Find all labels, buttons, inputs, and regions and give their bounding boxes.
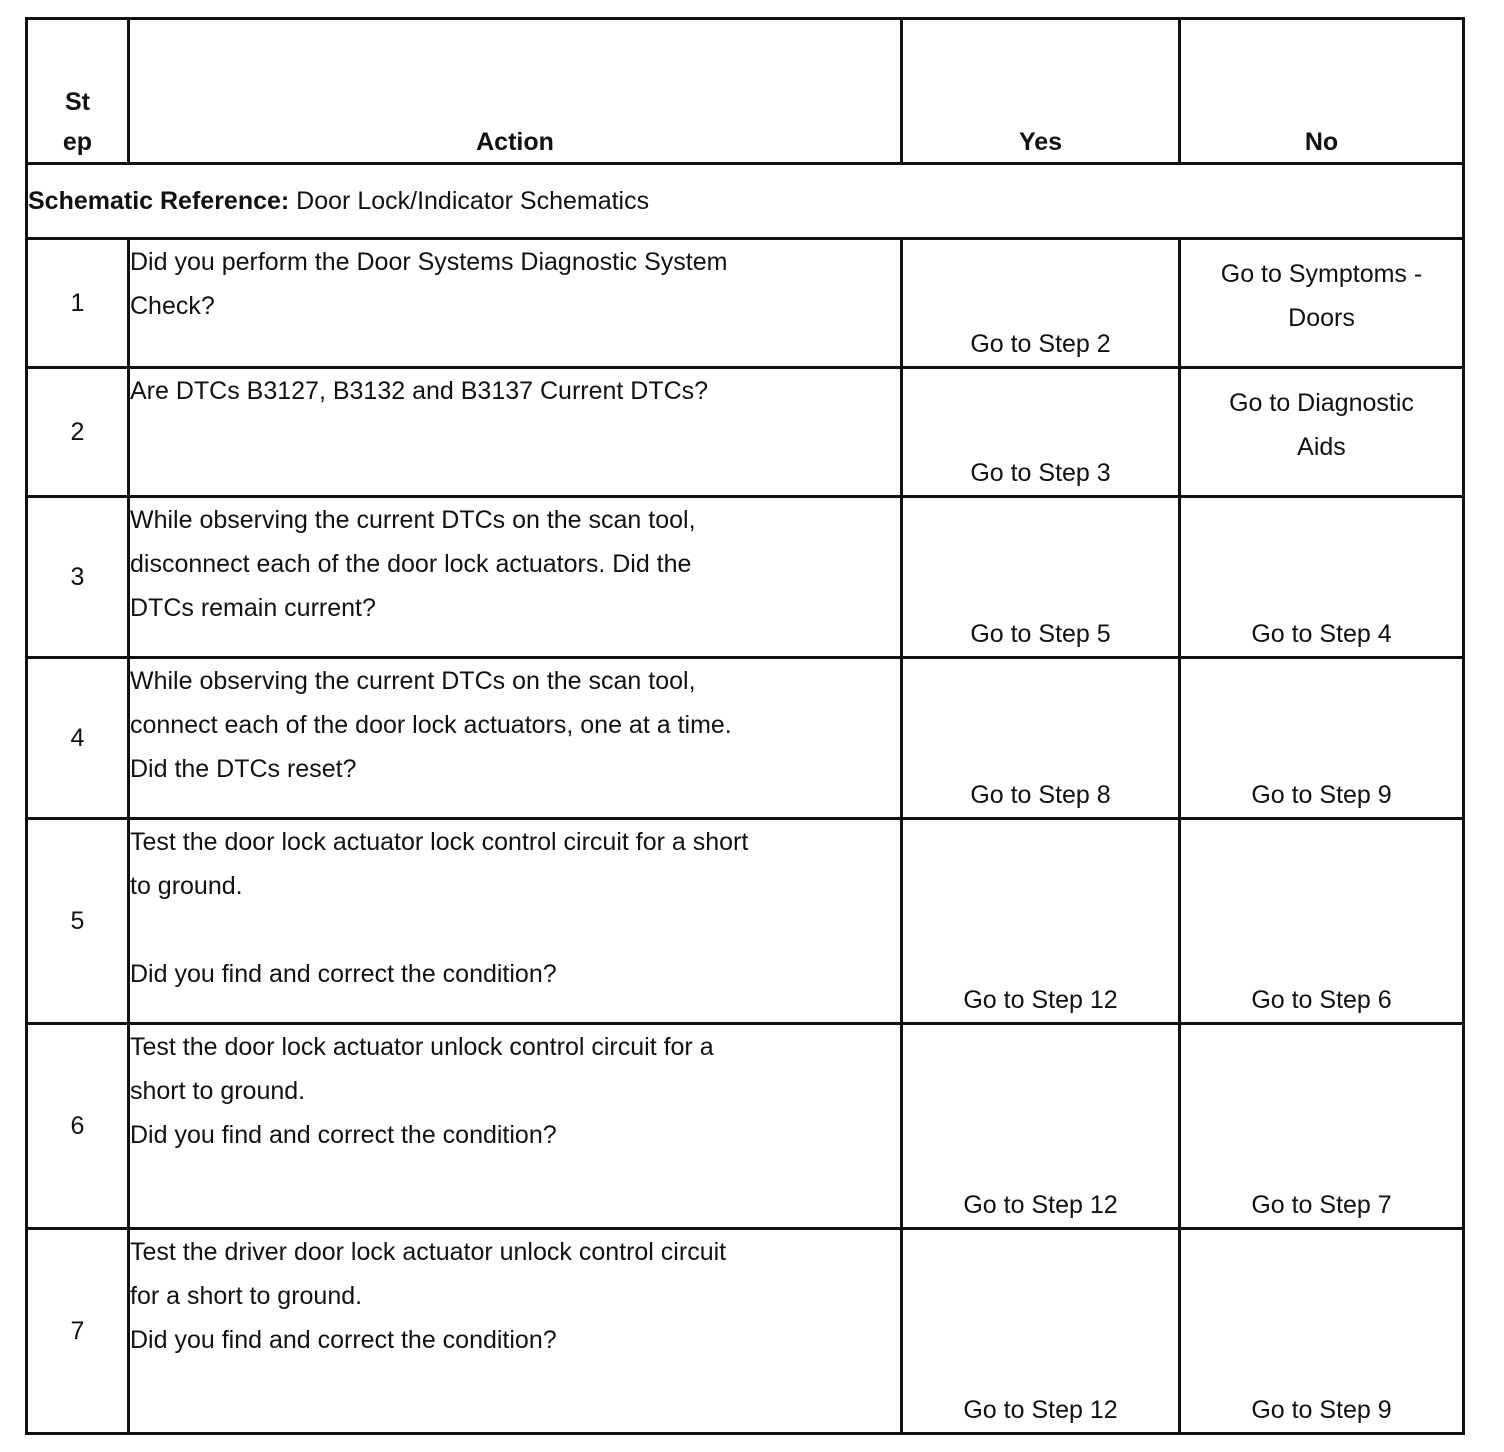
action-cell: Test the driver door lock actuator unlock control circuit for a short to ground. Did you find and correct the condition? bbox=[129, 1229, 902, 1434]
yes-cell: Go to Step 2 bbox=[902, 239, 1180, 368]
action-cell: Are DTCs B3127, B3132 and B3137 Current DTCs? bbox=[129, 368, 902, 497]
step-number: 7 bbox=[27, 1229, 129, 1434]
yes-cell: Go to Step 8 bbox=[902, 658, 1180, 819]
action-cell: While observing the current DTCs on the scan tool, connect each of the door lock actuators, one at a time. Did the DTCs reset? bbox=[129, 658, 902, 819]
yes-cell: Go to Step 12 bbox=[902, 819, 1180, 1024]
table-row bbox=[27, 1229, 1464, 1434]
step-number: 1 bbox=[27, 239, 129, 368]
table-row bbox=[27, 819, 1464, 1024]
yes-cell: Go to Step 3 bbox=[902, 368, 1180, 497]
yes-header: Yes bbox=[902, 19, 1180, 164]
step-number: 2 bbox=[27, 368, 129, 497]
table-row bbox=[27, 497, 1464, 658]
no-cell: Go to Step 6 bbox=[1180, 819, 1464, 1024]
no-header: No bbox=[1180, 19, 1464, 164]
step-header: St ep bbox=[27, 19, 129, 164]
no-cell: Go to Step 4 bbox=[1180, 497, 1464, 658]
header-row bbox=[27, 19, 1464, 164]
action-cell: While observing the current DTCs on the scan tool, disconnect each of the door lock actuators. Did the DTCs remain current? bbox=[129, 497, 902, 658]
action-cell: Test the door lock actuator unlock control circuit for a short to ground. Did you find and correct the condition? bbox=[129, 1024, 902, 1229]
no-cell: Go to Step 9 bbox=[1180, 1229, 1464, 1434]
table-row bbox=[27, 658, 1464, 819]
action-header: Action bbox=[129, 19, 902, 164]
no-cell: Go to Step 9 bbox=[1180, 658, 1464, 819]
schematic-reference-row bbox=[27, 164, 1464, 239]
schematic-reference-value: Door Lock/Indicator Schematics bbox=[289, 187, 650, 215]
diagnostic-table bbox=[25, 17, 1465, 1435]
step-number: 4 bbox=[27, 658, 129, 819]
no-cell: Go to Diagnostic Aids bbox=[1180, 368, 1464, 497]
action-cell: Did you perform the Door Systems Diagnostic System Check? bbox=[129, 239, 902, 368]
yes-cell: Go to Step 5 bbox=[902, 497, 1180, 658]
table-row bbox=[27, 239, 1464, 368]
no-cell: Go to Step 7 bbox=[1180, 1024, 1464, 1229]
no-cell: Go to Symptoms - Doors bbox=[1180, 239, 1464, 368]
table-row bbox=[27, 368, 1464, 497]
step-number: 3 bbox=[27, 497, 129, 658]
yes-cell: Go to Step 12 bbox=[902, 1229, 1180, 1434]
yes-cell: Go to Step 12 bbox=[902, 1024, 1180, 1229]
step-number: 5 bbox=[27, 819, 129, 1024]
schematic-reference bbox=[27, 164, 1464, 239]
table-row bbox=[27, 1024, 1464, 1229]
schematic-reference-label: Schematic Reference: bbox=[28, 187, 290, 215]
action-cell: Test the door lock actuator lock control circuit for a short to ground. Did you find and correct the condition? bbox=[129, 819, 902, 1024]
step-number: 6 bbox=[27, 1024, 129, 1229]
